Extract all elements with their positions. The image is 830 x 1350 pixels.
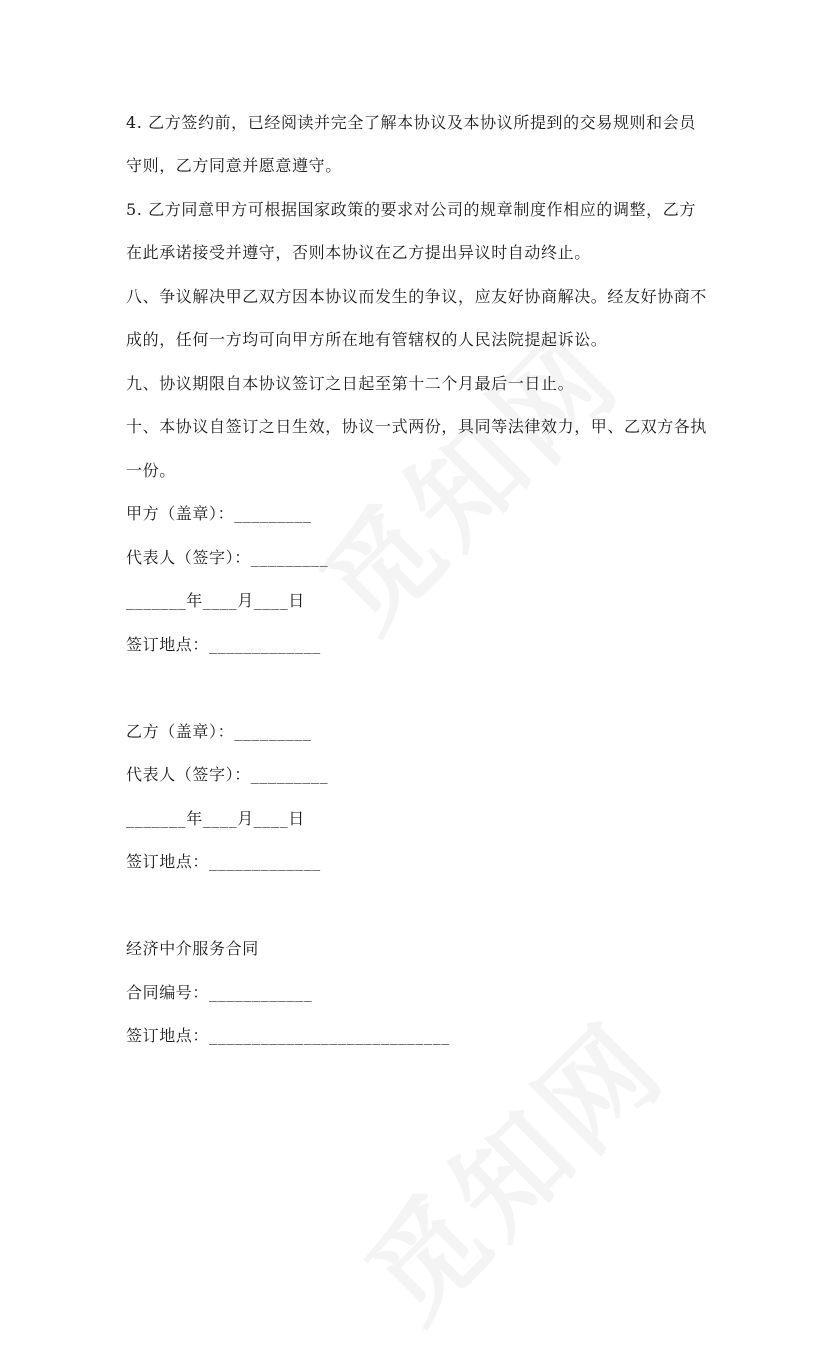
clause-5-line-2: 在此承诺接受并遵守，否则本协议在乙方提出异议时自动终止。: [126, 243, 591, 262]
party-a-representative: 代表人（签字）：_________: [126, 548, 329, 567]
contract-title: 经济中介服务合同: [126, 939, 259, 958]
section-8-line-2: 成的，任何一方均可向甲方所在地有管辖权的人民法院提起诉讼。: [126, 330, 608, 349]
clause-4-line-1: 4. 乙方签约前，已经阅读并完全了解本协议及本协议所提到的交易规则和会员: [126, 113, 696, 132]
party-b-representative: 代表人（签字）：_________: [126, 765, 329, 784]
clause-4-line-2: 守则，乙方同意并愿意遵守。: [126, 156, 342, 175]
section-10-line-1: 十、本协议自签订之日生效，协议一式两份，具同等法律效力，甲、乙双方各执: [126, 417, 708, 436]
section-9: 九、协议期限自本协议签订之日起至第十二个月最后一日止。: [126, 374, 575, 393]
party-a-date: _______年____月____日: [126, 591, 305, 610]
contract-place: 签订地点：____________________________: [126, 1026, 450, 1045]
contract-number: 合同编号：____________: [126, 983, 313, 1002]
party-a-place: 签订地点：_____________: [126, 635, 321, 654]
party-a-seal: 甲方（盖章）：_________: [126, 504, 312, 523]
section-8-line-1: 八、争议解决甲乙双方因本协议而发生的争议，应友好协商解决。经友好协商不: [126, 287, 708, 306]
party-b-place: 签订地点：_____________: [126, 852, 321, 871]
clause-5-line-1: 5. 乙方同意甲方可根据国家政策的要求对公司的规章制度作相应的调整，乙方: [126, 200, 696, 219]
section-10-line-2: 一份。: [126, 461, 176, 480]
party-b-seal: 乙方（盖章）：_________: [126, 722, 312, 741]
party-b-date: _______年____月____日: [126, 809, 305, 828]
